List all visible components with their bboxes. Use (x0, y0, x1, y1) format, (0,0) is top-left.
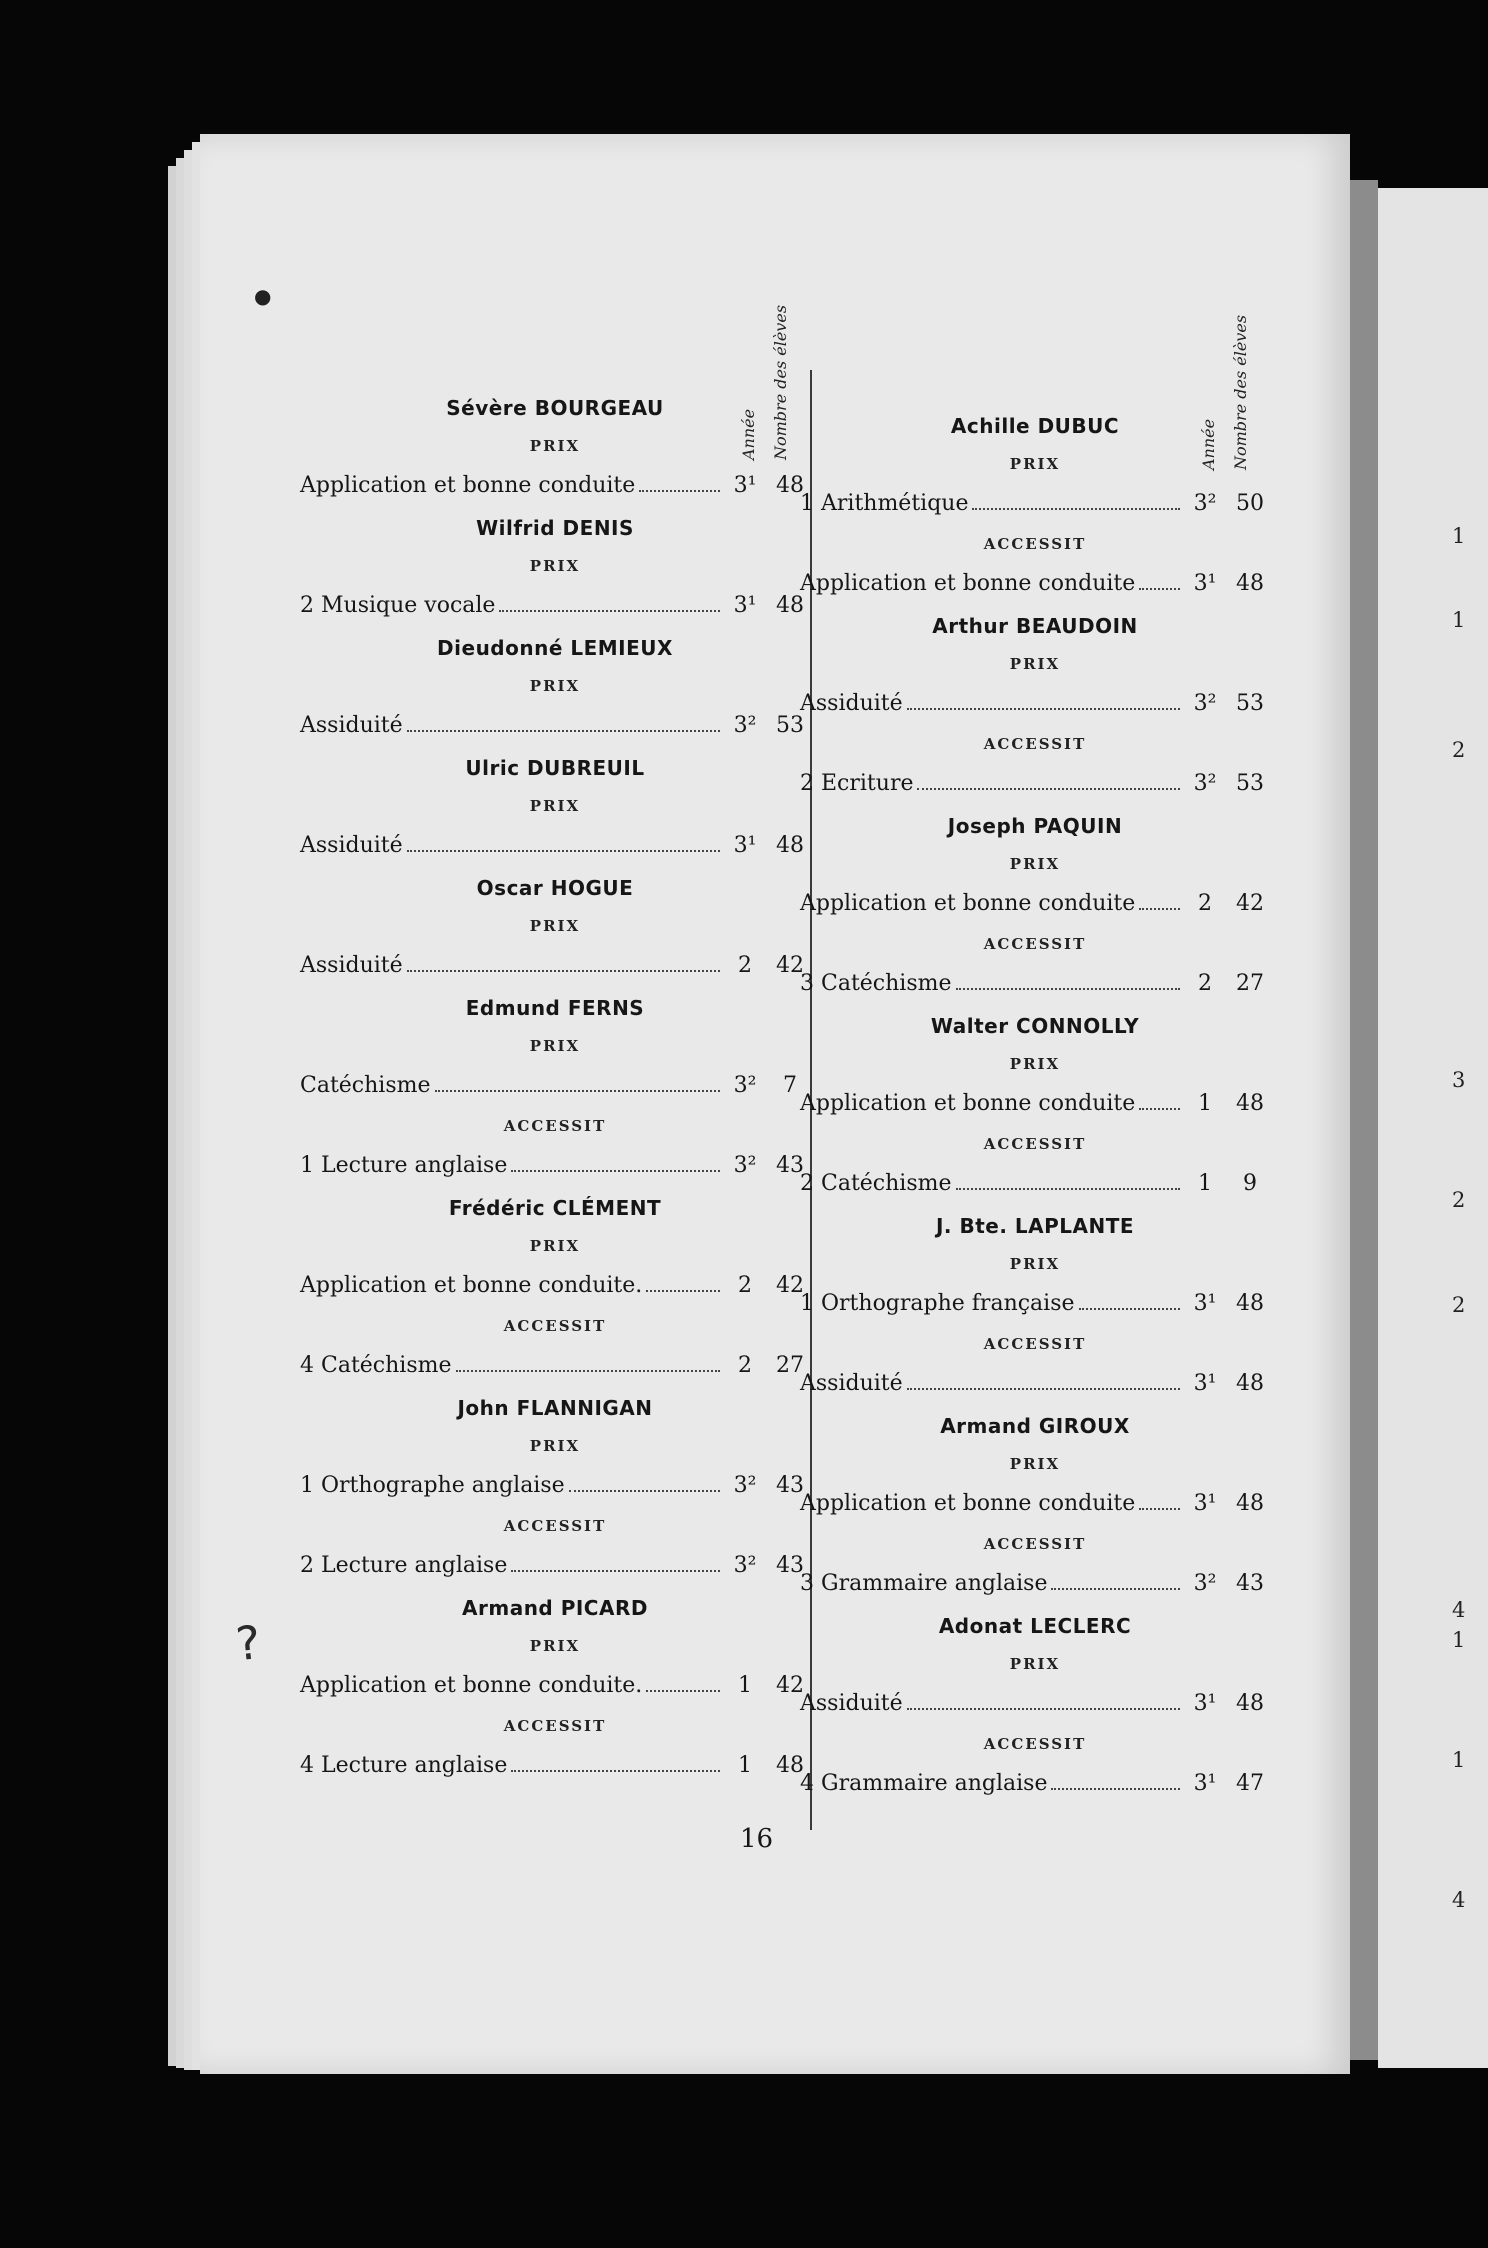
year-value: 2 (738, 1273, 752, 1298)
student-name: Achille DUBUC (950, 414, 1120, 438)
award-rank: 2 (300, 1553, 314, 1578)
student-count: 42 (1236, 891, 1264, 916)
student-count: 48 (776, 1753, 804, 1778)
award-subject-leader (800, 1682, 1180, 1726)
subject-text: Assiduité (800, 1371, 903, 1396)
header-nombre: Nombre des élèves (771, 304, 790, 460)
award-rank: 1 (300, 1153, 314, 1178)
year-value: 3² (1193, 491, 1217, 516)
subject-text: Application et bonne conduite. (300, 1673, 643, 1698)
student-name: Arthur BEAUDOIN (932, 614, 1138, 638)
subject-text: Catéchisme (321, 1353, 452, 1378)
award-subject-leader (800, 562, 1180, 606)
student-count: 48 (1236, 1371, 1264, 1396)
year-value: 3² (733, 1473, 757, 1498)
year-value: 3¹ (1193, 1491, 1217, 1516)
year-value: 3² (1193, 771, 1217, 796)
dot-leader (907, 1362, 1180, 1390)
award-subject (800, 1562, 1051, 1606)
award-line (800, 1162, 1270, 1206)
award-rank: 1 (800, 491, 814, 516)
student-name: Sévère BOURGEAU (446, 396, 664, 420)
dot-leader (907, 1682, 1180, 1710)
award-subject-leader (300, 1264, 720, 1308)
award-subject (800, 1762, 1051, 1806)
year-value: 3¹ (1193, 1371, 1217, 1396)
award-subject (800, 682, 907, 726)
student-name: Armand PICARD (462, 1596, 648, 1620)
award-type-label: ACCESSIT (503, 1317, 607, 1335)
award-type-label: PRIX (1009, 1255, 1061, 1273)
award-subject (800, 1162, 956, 1206)
award-type-label: PRIX (529, 797, 581, 815)
facing-page-number: 2 (1452, 1188, 1466, 1212)
award-subject-leader (300, 584, 720, 628)
subject-text: Grammaire anglaise (821, 1571, 1048, 1596)
student-name: Dieudonné LEMIEUX (437, 636, 673, 660)
award-subject-leader (300, 1144, 720, 1188)
subject-text: Assiduité (800, 1691, 903, 1716)
student-count: 48 (776, 593, 804, 618)
subject-text: Ecriture (821, 771, 914, 796)
year-value: 3¹ (733, 593, 757, 618)
award-subject-leader (800, 1762, 1180, 1806)
award-line (300, 464, 810, 508)
award-subject-leader (300, 824, 720, 868)
student-count: 27 (776, 1353, 804, 1378)
year-value: 3² (733, 713, 757, 738)
award-subject (800, 882, 1139, 926)
dot-leader (639, 464, 720, 492)
award-type-label: PRIX (529, 1237, 581, 1255)
award-subject-leader (300, 464, 720, 508)
award-subject-leader (800, 1562, 1180, 1606)
student-count: 43 (776, 1473, 804, 1498)
year-value: 3¹ (1193, 1291, 1217, 1316)
subject-text: Application et bonne conduite (800, 571, 1136, 596)
award-type-label: PRIX (529, 1037, 581, 1055)
student-count: 48 (776, 833, 804, 858)
subject-text: Application et bonne conduite. (300, 1273, 643, 1298)
student-count: 27 (1236, 971, 1264, 996)
award-type-label: PRIX (1009, 1655, 1061, 1673)
student-name: Edmund FERNS (465, 996, 645, 1020)
student-count: 43 (776, 1553, 804, 1578)
award-line (300, 824, 810, 868)
award-rank: 4 (300, 1753, 314, 1778)
header-annee: Année (739, 408, 758, 460)
year-value: 1 (738, 1753, 752, 1778)
year-value: 1 (1198, 1091, 1212, 1116)
award-type-label: PRIX (529, 677, 581, 695)
award-line (800, 962, 1270, 1006)
dot-leader (456, 1344, 720, 1372)
student-name: Wilfrid DENIS (476, 516, 634, 540)
student-name: Oscar HOGUE (476, 876, 634, 900)
award-subject (800, 962, 956, 1006)
award-line (800, 762, 1270, 806)
award-type-label: PRIX (529, 1637, 581, 1655)
award-subject (300, 1464, 569, 1508)
award-type-label: PRIX (529, 437, 581, 455)
award-subject (300, 584, 499, 628)
award-type-label: ACCESSIT (503, 1517, 607, 1535)
award-rank: 2 (300, 593, 314, 618)
year-value: 3² (733, 1073, 757, 1098)
award-subject-leader (800, 682, 1180, 726)
award-line (300, 1744, 810, 1788)
subject-text: Catéchisme (300, 1073, 431, 1098)
award-rank: 1 (300, 1473, 314, 1498)
dot-leader (956, 962, 1180, 990)
facing-page-number: 1 (1452, 524, 1466, 548)
student-name: Frédéric CLÉMENT (448, 1196, 662, 1220)
subject-text: Catéchisme (821, 971, 952, 996)
award-subject-leader (800, 762, 1180, 806)
award-line (300, 1144, 810, 1188)
year-value: 3¹ (1193, 1771, 1217, 1796)
student-count: 42 (776, 1273, 804, 1298)
award-subject-leader (800, 1082, 1180, 1126)
year-value: 3² (733, 1553, 757, 1578)
award-line (800, 1682, 1270, 1726)
subject-text: Arithmétique (821, 491, 969, 516)
award-rank: 4 (800, 1771, 814, 1796)
dot-leader (1051, 1762, 1180, 1790)
award-subject (300, 1544, 511, 1588)
award-subject (300, 704, 407, 748)
subject-text: Application et bonne conduite (800, 1091, 1136, 1116)
dot-leader (511, 1544, 720, 1572)
subject-text: Lecture anglaise (321, 1153, 508, 1178)
award-subject (800, 1082, 1139, 1126)
dot-leader (1139, 1482, 1180, 1510)
student-name: Armand GIROUX (940, 1414, 1130, 1438)
dot-leader (499, 584, 720, 612)
award-type-label: PRIX (1009, 655, 1061, 673)
award-subject (300, 1744, 511, 1788)
award-type-label: PRIX (1009, 1455, 1061, 1473)
page-number: 16 (740, 1824, 774, 1854)
year-value: 2 (738, 953, 752, 978)
award-rank: 2 (800, 1171, 814, 1196)
facing-page-number: 2 (1452, 1293, 1466, 1317)
award-subject (800, 762, 917, 806)
dot-leader (407, 944, 720, 972)
year-value: 3¹ (1193, 571, 1217, 596)
award-line (800, 1282, 1270, 1326)
award-subject (800, 1362, 907, 1406)
subject-text: Lecture anglaise (321, 1553, 508, 1578)
subject-text: Orthographe française (821, 1291, 1075, 1316)
award-type-label: ACCESSIT (983, 535, 1087, 553)
award-subject-leader (300, 1664, 720, 1708)
award-line (300, 1464, 810, 1508)
dot-leader (511, 1744, 720, 1772)
header-nombre: Nombre des élèves (1231, 314, 1250, 470)
facing-page-number: 4 (1452, 1598, 1466, 1622)
student-count: 48 (776, 473, 804, 498)
award-subject-leader (800, 962, 1180, 1006)
subject-text: Assiduité (300, 713, 403, 738)
year-value: 2 (738, 1353, 752, 1378)
ink-spot-icon: ● (254, 284, 272, 308)
dot-leader (511, 1144, 720, 1172)
student-name: J. Bte. LAPLANTE (935, 1214, 1135, 1238)
award-subject-leader (300, 1464, 720, 1508)
student-count: 48 (1236, 1691, 1264, 1716)
award-line (300, 704, 810, 748)
award-subject-leader (800, 1162, 1180, 1206)
award-subject (800, 482, 972, 526)
award-line (800, 882, 1270, 926)
pencil-mark: ? (233, 1614, 264, 1672)
award-subject-leader (300, 1064, 720, 1108)
award-subject (300, 944, 407, 988)
award-type-label: PRIX (1009, 455, 1061, 473)
student-name: John FLANNIGAN (457, 1396, 653, 1420)
award-line (300, 1544, 810, 1588)
student-name: Walter CONNOLLY (930, 1014, 1140, 1038)
award-line (300, 1264, 810, 1308)
award-subject-leader (800, 1482, 1180, 1526)
award-subject-leader (800, 882, 1180, 926)
award-subject (300, 1664, 646, 1708)
award-rank: 3 (800, 971, 814, 996)
award-line (800, 562, 1270, 606)
award-type-label: PRIX (529, 557, 581, 575)
year-value: 1 (1198, 1171, 1212, 1196)
dot-leader (407, 704, 720, 732)
award-line (300, 944, 810, 988)
award-type-label: PRIX (529, 917, 581, 935)
subject-text: Assiduité (800, 691, 903, 716)
student-count: 47 (1236, 1771, 1264, 1796)
award-rank: 2 (800, 771, 814, 796)
subject-text: Assiduité (300, 953, 403, 978)
student-count: 7 (783, 1073, 797, 1098)
student-count: 48 (1236, 571, 1264, 596)
subject-text: Catéchisme (821, 1171, 952, 1196)
year-value: 3² (1193, 1571, 1217, 1596)
award-line (300, 1064, 810, 1108)
dot-leader (646, 1264, 720, 1292)
award-subject (800, 562, 1139, 606)
award-subject-leader (300, 1744, 720, 1788)
award-line (300, 584, 810, 628)
award-line (300, 1344, 810, 1388)
award-type-label: ACCESSIT (983, 1535, 1087, 1553)
award-line (800, 482, 1270, 526)
header-annee: Année (1199, 418, 1218, 470)
award-subject (800, 1682, 907, 1726)
dot-leader (569, 1464, 720, 1492)
award-line (800, 682, 1270, 726)
book-gutter (1350, 180, 1378, 2060)
award-type-label: ACCESSIT (983, 935, 1087, 953)
dot-leader (1051, 1562, 1180, 1590)
dot-leader (646, 1664, 720, 1692)
award-type-label: ACCESSIT (983, 1135, 1087, 1153)
award-subject (800, 1482, 1139, 1526)
award-rank: 1 (800, 1291, 814, 1316)
student-count: 50 (1236, 491, 1264, 516)
award-line (300, 1664, 810, 1708)
award-subject-leader (800, 1362, 1180, 1406)
award-type-label: ACCESSIT (983, 1735, 1087, 1753)
award-subject (800, 1282, 1079, 1326)
student-count: 42 (776, 953, 804, 978)
award-subject-leader (800, 482, 1180, 526)
dot-leader (907, 682, 1180, 710)
award-type-label: ACCESSIT (503, 1717, 607, 1735)
subject-text: Application et bonne conduite (800, 1491, 1136, 1516)
subject-text: Application et bonne conduite (300, 473, 636, 498)
year-value: 3¹ (1193, 1691, 1217, 1716)
award-type-label: ACCESSIT (983, 1335, 1087, 1353)
award-subject-leader (300, 1344, 720, 1388)
award-type-label: ACCESSIT (503, 1117, 607, 1135)
award-type-label: ACCESSIT (983, 735, 1087, 753)
student-count: 48 (1236, 1291, 1264, 1316)
student-count: 48 (1236, 1091, 1264, 1116)
subject-text: Musique vocale (321, 593, 496, 618)
award-line (800, 1562, 1270, 1606)
dot-leader (1139, 1082, 1180, 1110)
award-line (800, 1762, 1270, 1806)
student-name: Joseph PAQUIN (947, 814, 1123, 838)
subject-text: Orthographe anglaise (321, 1473, 565, 1498)
award-subject-leader (800, 1282, 1180, 1326)
award-subject-leader (300, 704, 720, 748)
award-type-label: PRIX (529, 1437, 581, 1455)
subject-text: Application et bonne conduite (800, 891, 1136, 916)
award-subject-leader (300, 944, 720, 988)
year-value: 3¹ (733, 473, 757, 498)
award-subject-leader (300, 1544, 720, 1588)
subject-text: Lecture anglaise (321, 1753, 508, 1778)
year-value: 2 (1198, 891, 1212, 916)
award-subject (300, 1344, 456, 1388)
award-rank: 4 (300, 1353, 314, 1378)
award-type-label: PRIX (1009, 855, 1061, 873)
dot-leader (1079, 1282, 1180, 1310)
subject-text: Grammaire anglaise (821, 1771, 1048, 1796)
award-rank: 3 (800, 1571, 814, 1596)
year-value: 3¹ (733, 833, 757, 858)
dot-leader (1139, 562, 1180, 590)
dot-leader (972, 482, 1180, 510)
award-line (800, 1482, 1270, 1526)
year-value: 3² (1193, 691, 1217, 716)
student-count: 53 (776, 713, 804, 738)
facing-page-number: 1 (1452, 1628, 1466, 1652)
award-type-label: PRIX (1009, 1055, 1061, 1073)
dot-leader (435, 1064, 720, 1092)
year-value: 1 (738, 1673, 752, 1698)
facing-page-fragment (1378, 188, 1488, 2068)
student-count: 42 (776, 1673, 804, 1698)
student-count: 9 (1243, 1171, 1257, 1196)
award-line (800, 1362, 1270, 1406)
facing-page-number: 3 (1452, 1068, 1466, 1092)
student-count: 43 (776, 1153, 804, 1178)
student-count: 53 (1236, 691, 1264, 716)
award-subject (300, 1064, 435, 1108)
year-value: 2 (1198, 971, 1212, 996)
award-subject (300, 464, 639, 508)
award-subject (300, 1264, 646, 1308)
dot-leader (956, 1162, 1180, 1190)
dot-leader (407, 824, 720, 852)
facing-page-number: 4 (1452, 1888, 1466, 1912)
facing-page-number: 1 (1452, 1748, 1466, 1772)
student-count: 43 (1236, 1571, 1264, 1596)
student-name: Ulric DUBREUIL (465, 756, 645, 780)
facing-page-number: 2 (1452, 738, 1466, 762)
subject-text: Assiduité (300, 833, 403, 858)
student-count: 53 (1236, 771, 1264, 796)
student-count: 48 (1236, 1491, 1264, 1516)
award-subject (300, 824, 407, 868)
award-subject (300, 1144, 511, 1188)
dot-leader (1139, 882, 1180, 910)
student-name: Adonat LECLERC (938, 1614, 1132, 1638)
year-value: 3² (733, 1153, 757, 1178)
award-line (800, 1082, 1270, 1126)
dot-leader (917, 762, 1180, 790)
facing-page-number: 1 (1452, 608, 1466, 632)
